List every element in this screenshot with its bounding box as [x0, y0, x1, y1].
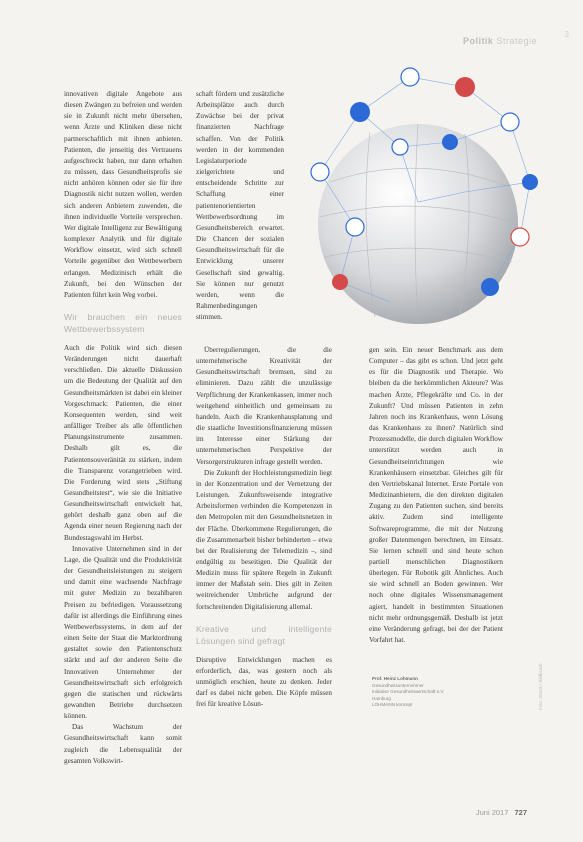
author-name: Prof. Heinz Lohmann [372, 676, 418, 681]
hospital-icon [401, 68, 419, 86]
paragraph: schaft fördern und zusätzliche Arbeitsplätze auch durch Zuwächse bei der privat finanzierten Nachfrage schaffen. Von der Politik werden in der kommenden Legislaturperiode zielgerichtete und entscheidende Schritte zur Schaffung einer patientenorientierten Wettbewerbsordnung im Gesundheitsbereich erwartet. Die Chancen der sozialen Gesundheitswirtschaft für die Entwicklung unserer Gesellschaft sind gewaltig. Sie können nur genutzt werden, wenn die Rahmenbedingungen stimmen. [196, 90, 284, 322]
column-2-top [196, 89, 284, 323]
chart-icon [392, 139, 408, 155]
author-line: Initiative Gesundheitswirtschaft e.V. [372, 689, 445, 695]
globe-network-graphic [300, 52, 540, 337]
column-1 [64, 89, 182, 767]
section-heading-1: Wir brauchen ein neues Wettbewerbssystem [64, 311, 182, 334]
phone-icon [442, 134, 458, 150]
paragraph: innovativen digitale Angebote aus diesen Zwängen zu befreien und werden sie in Zukunft nicht mehr übersehen, wenn Ärzte und Kliniken diese nicht partnerschaftlich mit ihnen anbieten. Patienten, die jenseitig des Vertrauens aufgeschreckt haben, nur dann erhalten zu müssen, dass Gesundheitsprofis sie nicht anhören können oder sie für ihre Diagnostik nicht nutzen wollen, werden sich anderen Anbietern zuwenden, die ihnen individuelle Vorteile versprechen. Wer digitale Intelligenz zur Bewältigung komplexer Analytik und für digitale Workflow einsetzt, wird sich schnell Vorteile gegenüber den Wettbewerbern erlangen. Medizinisch erhält die Zukunft, bei den Wünschen der Patienten führt kein Weg vorbei. [64, 90, 182, 299]
section-tag [463, 36, 537, 46]
author-line: Gesundheitsunternehmer [372, 682, 424, 688]
paragraph: gen sein. Ein neuer Benchmark aus dem Computer – das gibt es schon. Und jetzt geht es für die Diagnostik und Therapie. Wo bleiben da die herkömmlichen Akteure? Was machen Ärzte, Pflegekräfte und Co. in der Zukunft? Und müssen Patienten in zehn Jahren noch ins Krankenhaus, wenn Lösung das Krankenhaus zu ihnen? Natürlich sind Prozessmodelle, die durch digitalen Workflow unterstützt werden auch in Gesundheitseinrichtungen wie Krankenhäusern einsetzbar. Gleiches gilt für den Vertriebskanal Internet. Erste Portale von Medizinanbietern, die den direkten digitalen Zugang zu den Patienten suchen, sind bereits aktiv. Zudem sind intelligente Softwareprogramme, die mit der Nutzung großer Datenmengen berechnen, im Einsatz. Sie lernen schnell und sind heute schon partiell menschlichen Diagnostikern überlegen. Für Robotik gilt Ähnliches. Auch sie wird schnell an Boden gewinnen. Wer noch ohne digitales Wissensmanagement agiert, handelt in bestimmten Situationen nicht mehr ordnungsgemäß. Deshalb ist jetzt eine Veränderung gefragt, bei der der Patient Vorfahrt hat. [369, 346, 503, 645]
cross-icon [522, 174, 538, 190]
stethoscope-icon [332, 274, 348, 290]
dna-icon [346, 218, 364, 236]
author-line: Hamburg [372, 695, 391, 701]
section-tag-secondary: Strategie [496, 36, 537, 46]
paragraph: Disruptive Entwicklungen machen es erforderlich, das, was gestern noch als unmöglich erschien, heute zu denken. Jeder darf es dabei nicht geben. Die Köpfe müssen frei für kreative Lösun- [196, 655, 332, 709]
pill-icon [455, 77, 475, 97]
document-icon [501, 113, 519, 131]
section-heading-2: Kreative und intelligente Lösungen sind gefragt [196, 623, 332, 646]
paragraph: Überregulierungen, die die unternehmerische Kreativität der Gesundheitswirtschaft bremsen, sind zu eliminieren. Dazu zählt die unzulässige Verpflichtung der Krankenkassen, immer noch weitgehend einheitlich und gemeinsam zu handeln. Auch die Krankenhausplanung und die staatliche Investitionsfinanzierung müssen im Interesse einer Stärkung der unternehmerischen Perspektive der Versorgerstrukturen infrage gestellt werden. [196, 346, 332, 466]
paragraph: Auch die Politik wird sich diesen Veränderungen nicht dauerhaft verschließen. Die aktuelle Diskussion um die Bedeutung der Qualität auf den Gesundheitsmärkten ist dabei ein kleiner Vorgeschmack: Patienten, die einer Konsequenten werden, sind weit anfälliger Treiber als alle öffentlichen Planungsinstrumente zusammen. Deshalb gilt es, die Patientensouveränität zu stärken, indem die Transparenz vorangetrieben wird. Die Forderung wird stets „Stiftung Gesundheitstest“, wie sie die Initiative Gesundheitswirtschaft entwickelt hat, gehört deshalb ganz oben auf die Agenda einer neuen Regierung nach der Bundestagswahl im Herbst. [64, 343, 182, 542]
paragraph: Die Zukunft der Hochleistungsmedizin liegt in der Konzentration und der Vernetzung der Leistungen. Zukunftsweisende integrative Arbeitsformen verbinden die Kompetenzen in den Metropolen mit den Gesundheitsnetzen in der Fläche. Überkommene Regulierungen, die die Zusammenarbeit bisher behinderten – etwa bei der Realisierung der Telemedizin –, sind endgültig zu beseitigen. Die Qualität der Medizin muss für spätere Regeln in Zukunft immer der Maßstab sein. Dies gilt in Zeiten weitreichender Umbrüche aufgrund der fortschreitenden Digitalisierung allemal. [196, 468, 332, 611]
microscope-icon [481, 278, 499, 296]
doctor-icon [350, 102, 370, 122]
footer-label: Juni 2017 [475, 808, 509, 817]
paragraph: Das Wachstum der Gesundheitswirtschaft kann somit zugleich die Lebensqualität der gesamten Volkswirt- [64, 723, 182, 765]
paragraph: Innovative Unternehmen sind in der Lage, die Qualität und die Produktivität der Gesundheitsleistungen zu steigern und damit eine wachsende Nachfrage mit guter Medizin zu bezahlbaren Preisen zu befriedigen. Voraussetzung dafür ist allerdings die Einführung eines Wettbewerbssystems, in dem auf der einen Seite der Staat die Marktordnung gestaltet sowie den Patientenschutz stärkt und auf der anderen Seite die Innovativen Unternehmer der Gesundheitswirtschaft sich erfolgreich gegen die statischen und rückwärts gewandten Betriebe durchsetzen können. [64, 544, 182, 721]
page-footer [476, 808, 527, 817]
author-box [372, 676, 482, 709]
author-line: LOHMANN konzept [372, 702, 413, 708]
corner-mark: 3 [564, 30, 569, 39]
page-number: 727 [514, 808, 527, 817]
heart-icon [311, 163, 329, 181]
syringe-icon [511, 228, 529, 246]
column-2-bottom [196, 345, 332, 711]
column-3 [369, 345, 503, 646]
section-tag-primary: Politik [462, 36, 494, 46]
photo-credit: Foto: iStock / Bildbearb. [538, 662, 543, 710]
